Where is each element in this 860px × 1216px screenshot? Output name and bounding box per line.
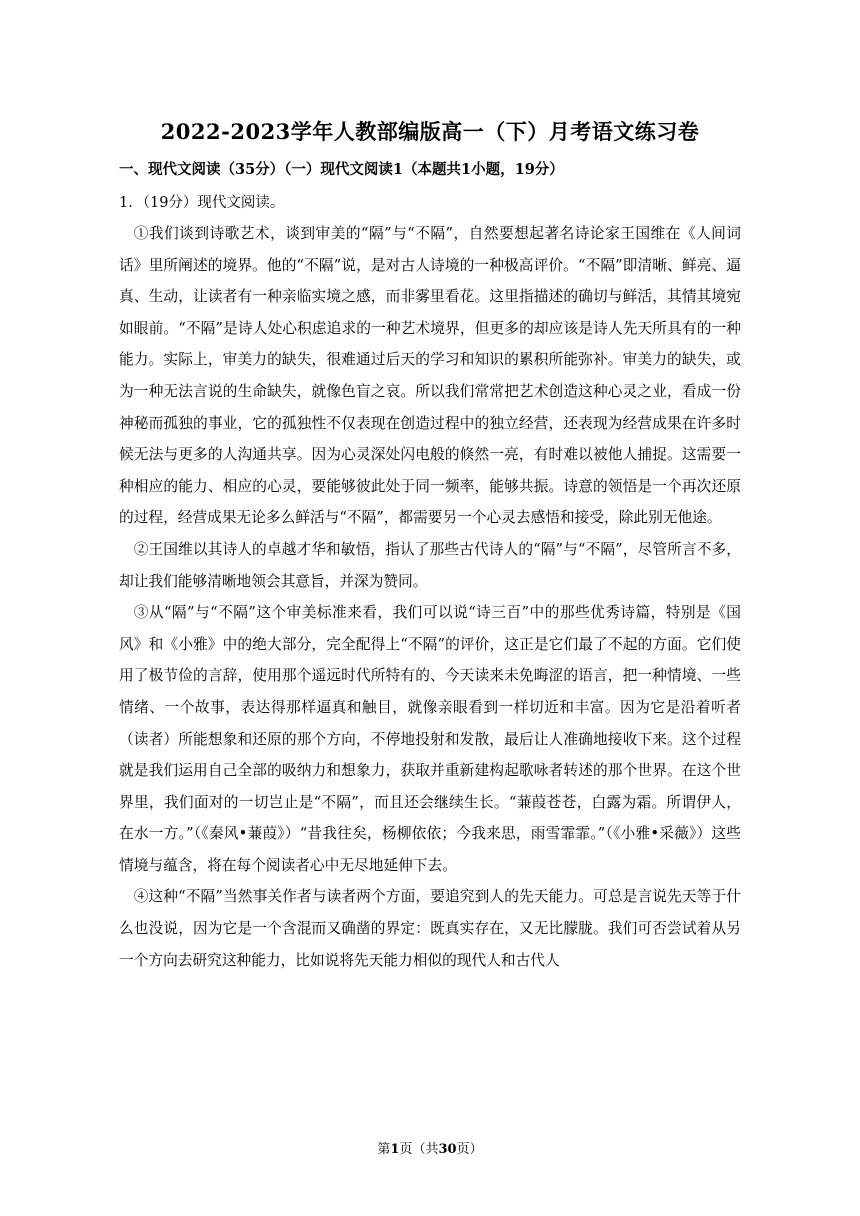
paragraph-4: ④这种“不隔”当然事关作者与读者两个方面，要追究到人的先天能力。可总是言说先天等于什么也没说，因为它是一个含混而又确凿的界定：既真实存在，又无比朦胧。我们可否尝试着从另一个方向去研究这种能力，比如说将先天能力相似的现代人和古代人 <box>119 888 741 969</box>
footer-total-pages: 30 <box>438 1142 457 1157</box>
reading-passage <box>119 218 741 976</box>
paragraph-3: ③从“隔”与“不隔”这个审美标准来看，我们可以说“诗三百”中的那些优秀诗篇，特别是《国风》和《小雅》中的绝大部分，完全配得上“不隔”的评价，这正是它们最了不起的方面。它们使用了极节俭的言辞，使用那个遥远时代所特有的、今天读来未免晦涩的语言，把一种情境、一些情绪、一个故事，表达得那样逼真和触目，就像亲眼看到一样切近和丰富。因为它是沿着听者（读者）所能想象和还原的那个方向，不停地投射和发散，最后让人准确地接收下来。这个过程就是我们运用自己全部的吸纳力和想象力，获取并重新建构起歌咏者转述的那个世界。在这个世界里，我们面对的一切岂止是“不隔”，而且还会继续生长。“蒹葭苍苍，白露为霜。所谓伊人，在水一方。”（《秦风•蒹葭》）“昔我往矣，杨柳依依；今我来思，雨雪霏霏。”（《小雅•采薇》）这些情境与蕴含，将在每个阅读者心中无尽地延伸下去。 <box>119 604 741 874</box>
footer-middle: 页（共 <box>399 1142 439 1157</box>
footer-prefix: 第 <box>377 1142 391 1157</box>
question-number: 1．（19分）现代文阅读。 <box>119 195 285 211</box>
page-footer <box>0 1138 860 1157</box>
section-heading: 一、现代文阅读（35分）（一）现代文阅读1（本题共1小题，19分） <box>119 161 564 178</box>
paragraph-1: ①我们谈到诗歌艺术，谈到审美的“隔”与“不隔”，自然要想起著名诗论家王国维在《人间词话》里所阐述的境界。他的“不隔”说，是对古人诗境的一种极高评价。“不隔”即清晰、鲜亮、逼真、生动，让读者有一种亲临实境之感，而非雾里看花。这里指描述的确切与鲜活，其情其境宛如眼前。“不隔”是诗人处心积虑追求的一种艺术境界，但更多的却应该是诗人先天所具有的一种能力。实际上，审美力的缺失，很难通过后天的学习和知识的累积所能弥补。审美力的缺失，或为一种无法言说的生命缺失，就像色盲之哀。所以我们常常把艺术创造这种心灵之业，看成一份神秘而孤独的事业，它的孤独性不仅表现在创造过程中的独立经营，还表现为经营成果在许多时候无法与更多的人沟通共享。因为心灵深处闪电般的倏然一亮，有时难以被他人捕捉。这需要一种相应的能力、相应的心灵，要能够彼此处于同一频率，能够共振。诗意的领悟是一个再次还原的过程，经营成果无论多么鲜活与“不隔”，都需要另一个心灵去感悟和接受，除此别无他途。 <box>119 225 741 527</box>
document-title: 2022-2023学年人教部编版高一（下）月考语文练习卷 <box>160 119 700 144</box>
footer-suffix: 页） <box>456 1142 483 1157</box>
footer-page-number: 1 <box>390 1142 400 1157</box>
paragraph-2: ②王国维以其诗人的卓越才华和敏悟，指认了那些古代诗人的“隔”与“不隔”，尽管所言不多，却让我们能够清晰地领会其意旨，并深为赞同。 <box>119 540 741 590</box>
